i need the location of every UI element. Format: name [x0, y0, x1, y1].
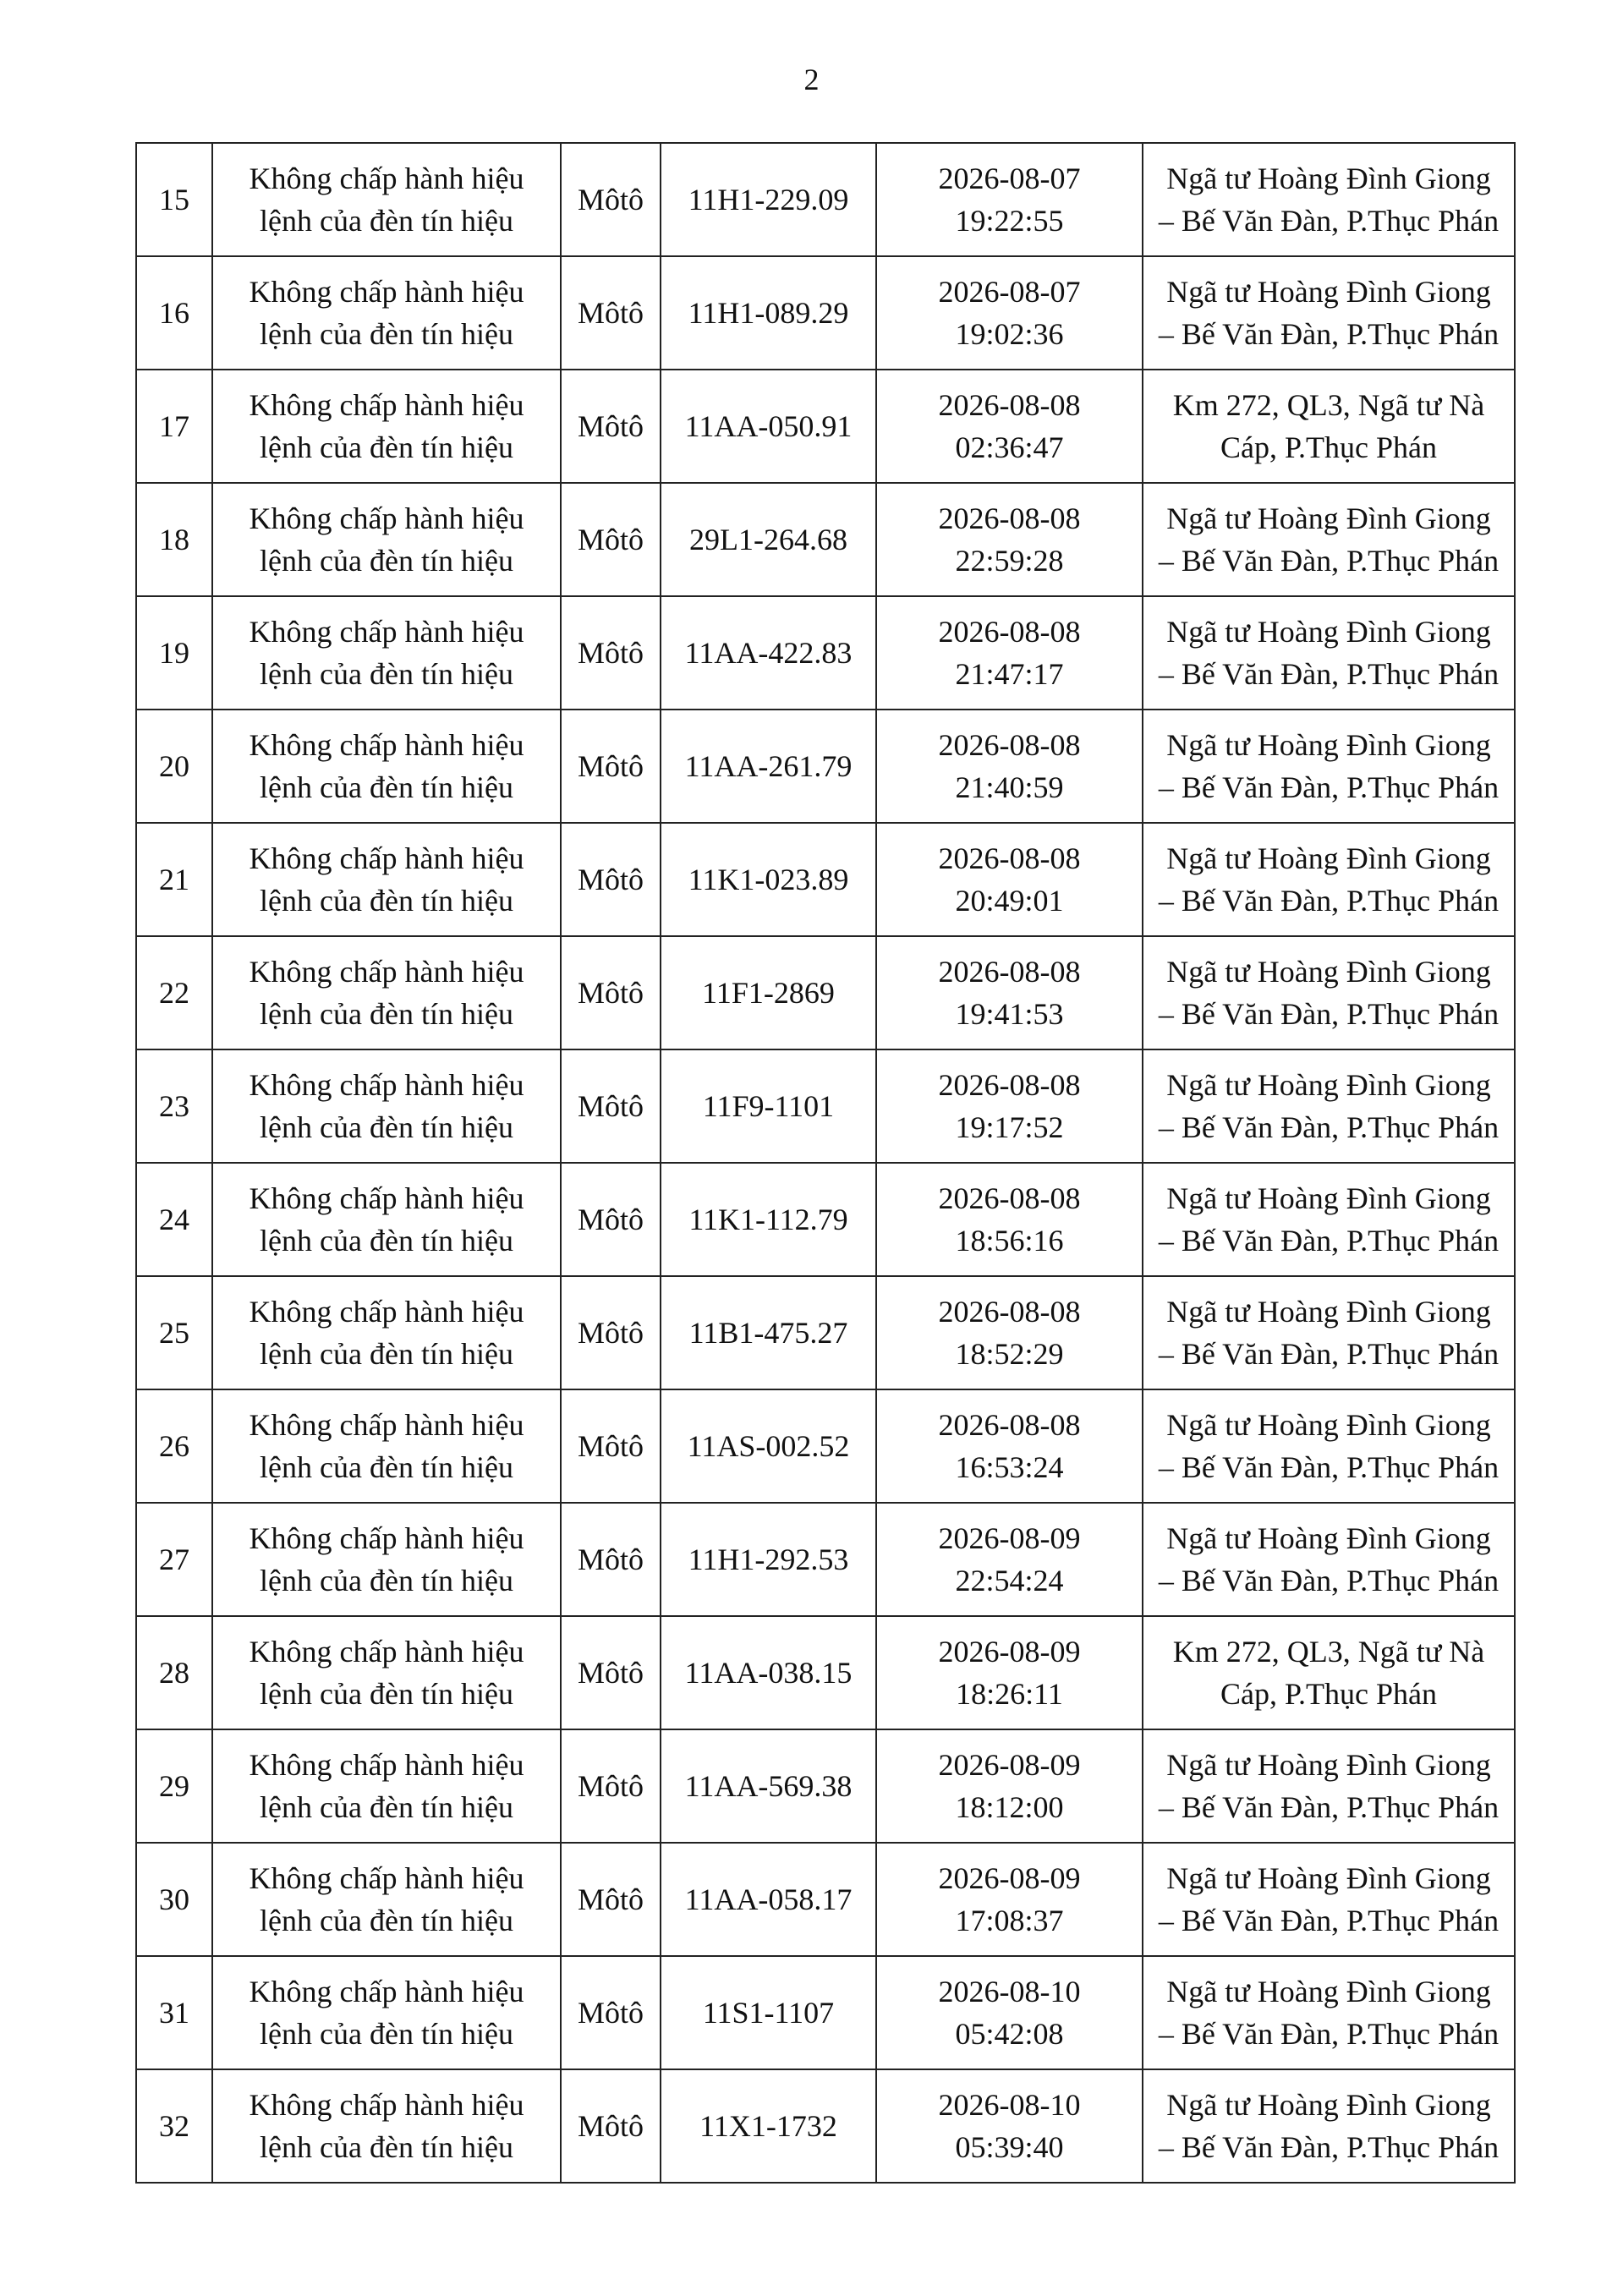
location-cell-line: Km 272, QL3, Ngã tư Nà — [1172, 1635, 1485, 1669]
location-cell-line: – Bế Văn Đàn, P.Thục Phán — [1158, 317, 1500, 351]
violation-cell-line: Không chấp hành hiệu — [249, 275, 524, 309]
license-plate-cell: 11K1-112.79 — [661, 1163, 876, 1276]
violation-cell-line: lệnh của đèn tín hiệu — [260, 1337, 513, 1371]
location-cell-line: – Bế Văn Đàn, P.Thục Phán — [1158, 1450, 1500, 1484]
violation-cell-line: Không chấp hành hiệu — [249, 162, 524, 195]
violation-cell-line: lệnh của đèn tín hiệu — [260, 1904, 513, 1937]
datetime-cell — [876, 143, 1143, 256]
vehicle-type-cell: Môtô — [561, 483, 661, 596]
row-number-cell: 15 — [136, 143, 212, 256]
table-row — [136, 823, 1515, 936]
datetime-cell — [876, 1276, 1143, 1389]
datetime-cell-line: 19:22:55 — [955, 204, 1064, 238]
datetime-cell-line: 2026-08-09 — [938, 1861, 1081, 1895]
location-cell — [1143, 936, 1515, 1049]
vehicle-type-cell: Môtô — [561, 1616, 661, 1729]
datetime-cell-line: 18:52:29 — [955, 1337, 1064, 1371]
location-cell-line: Ngã tư Hoàng Đình Giong — [1166, 1068, 1491, 1102]
location-cell-line: Ngã tư Hoàng Đình Giong — [1166, 1521, 1491, 1555]
row-number-cell: 22 — [136, 936, 212, 1049]
violation-cell-line: lệnh của đèn tín hiệu — [260, 997, 513, 1031]
datetime-cell-line: 2026-08-09 — [938, 1521, 1081, 1555]
datetime-cell — [876, 1163, 1143, 1276]
violation-cell — [212, 1049, 561, 1163]
violation-cell-line: lệnh của đèn tín hiệu — [260, 2017, 513, 2051]
table-row — [136, 1163, 1515, 1276]
violation-cell-line: Không chấp hành hiệu — [249, 1975, 524, 2008]
datetime-cell-line: 2026-08-08 — [938, 1295, 1081, 1329]
row-number-cell: 21 — [136, 823, 212, 936]
datetime-cell — [876, 710, 1143, 823]
location-cell — [1143, 1163, 1515, 1276]
vehicle-type-cell: Môtô — [561, 1843, 661, 1956]
location-cell-line: Ngã tư Hoàng Đình Giong — [1166, 955, 1491, 989]
table-row — [136, 1843, 1515, 1956]
datetime-cell-line: 2026-08-09 — [938, 1748, 1081, 1782]
row-number-cell: 28 — [136, 1616, 212, 1729]
license-plate-cell: 11S1-1107 — [661, 1956, 876, 2069]
datetime-cell-line: 2026-08-08 — [938, 841, 1081, 875]
location-cell-line: – Bế Văn Đàn, P.Thục Phán — [1158, 544, 1500, 578]
table-row — [136, 1389, 1515, 1503]
location-cell-line: – Bế Văn Đàn, P.Thục Phán — [1158, 1337, 1500, 1371]
datetime-cell — [876, 596, 1143, 710]
datetime-cell-line: 2026-08-10 — [938, 2088, 1081, 2122]
table-row — [136, 710, 1515, 823]
location-cell — [1143, 710, 1515, 823]
table-row — [136, 1276, 1515, 1389]
violation-cell — [212, 256, 561, 370]
datetime-cell-line: 05:42:08 — [955, 2017, 1064, 2051]
datetime-cell-line: 2026-08-08 — [938, 955, 1081, 989]
license-plate-cell: 11F9-1101 — [661, 1049, 876, 1163]
location-cell-line: Ngã tư Hoàng Đình Giong — [1166, 1748, 1491, 1782]
location-cell — [1143, 1389, 1515, 1503]
violation-cell-line: Không chấp hành hiệu — [249, 1068, 524, 1102]
violation-cell — [212, 1503, 561, 1616]
violation-cell — [212, 1616, 561, 1729]
vehicle-type-cell: Môtô — [561, 823, 661, 936]
location-cell-line: – Bế Văn Đàn, P.Thục Phán — [1158, 1224, 1500, 1258]
license-plate-cell: 11F1-2869 — [661, 936, 876, 1049]
row-number-cell: 30 — [136, 1843, 212, 1956]
license-plate-cell: 11X1-1732 — [661, 2069, 876, 2183]
vehicle-type-cell: Môtô — [561, 370, 661, 483]
row-number-cell: 24 — [136, 1163, 212, 1276]
datetime-cell-line: 2026-08-08 — [938, 1068, 1081, 1102]
row-number-cell: 18 — [136, 483, 212, 596]
row-number-cell: 17 — [136, 370, 212, 483]
datetime-cell-line: 2026-08-09 — [938, 1635, 1081, 1669]
datetime-cell-line: 18:56:16 — [955, 1224, 1064, 1258]
violation-cell — [212, 483, 561, 596]
datetime-cell-line: 22:59:28 — [955, 544, 1064, 578]
violation-cell-line: lệnh của đèn tín hiệu — [260, 1224, 513, 1258]
location-cell — [1143, 1729, 1515, 1843]
license-plate-cell: 11H1-089.29 — [661, 256, 876, 370]
location-cell-line: Ngã tư Hoàng Đình Giong — [1166, 1295, 1491, 1329]
violation-cell-line: Không chấp hành hiệu — [249, 955, 524, 989]
location-cell — [1143, 1049, 1515, 1163]
location-cell — [1143, 256, 1515, 370]
datetime-cell-line: 2026-08-08 — [938, 501, 1081, 535]
location-cell-line: Cáp, P.Thục Phán — [1220, 430, 1437, 464]
vehicle-type-cell: Môtô — [561, 143, 661, 256]
violation-cell — [212, 143, 561, 256]
location-cell — [1143, 596, 1515, 710]
violation-cell-line: lệnh của đèn tín hiệu — [260, 317, 513, 351]
datetime-cell-line: 2026-08-10 — [938, 1975, 1081, 2008]
violation-cell-line: Không chấp hành hiệu — [249, 1861, 524, 1895]
violation-cell-line: lệnh của đèn tín hiệu — [260, 544, 513, 578]
location-cell-line: Ngã tư Hoàng Đình Giong — [1166, 1181, 1491, 1215]
location-cell-line: Ngã tư Hoàng Đình Giong — [1166, 728, 1491, 762]
location-cell-line: – Bế Văn Đàn, P.Thục Phán — [1158, 2130, 1500, 2164]
location-cell-line: Ngã tư Hoàng Đình Giong — [1166, 1861, 1491, 1895]
row-number-cell: 25 — [136, 1276, 212, 1389]
license-plate-cell: 11K1-023.89 — [661, 823, 876, 936]
license-plate-cell: 11H1-292.53 — [661, 1503, 876, 1616]
datetime-cell — [876, 2069, 1143, 2183]
violations-table — [135, 142, 1516, 2184]
violation-cell-line: Không chấp hành hiệu — [249, 728, 524, 762]
location-cell-line: Ngã tư Hoàng Đình Giong — [1166, 162, 1491, 195]
violation-cell — [212, 710, 561, 823]
location-cell — [1143, 823, 1515, 936]
datetime-cell-line: 2026-08-08 — [938, 1181, 1081, 1215]
datetime-cell — [876, 1049, 1143, 1163]
table-row — [136, 2069, 1515, 2183]
table-row — [136, 1049, 1515, 1163]
location-cell-line: Cáp, P.Thục Phán — [1220, 1677, 1437, 1711]
violation-cell-line: Không chấp hành hiệu — [249, 501, 524, 535]
location-cell-line: Ngã tư Hoàng Đình Giong — [1166, 1408, 1491, 1442]
location-cell-line: – Bế Văn Đàn, P.Thục Phán — [1158, 1564, 1500, 1597]
datetime-cell-line: 2026-08-08 — [938, 615, 1081, 649]
datetime-cell-line: 19:02:36 — [955, 317, 1064, 351]
table-row — [136, 936, 1515, 1049]
datetime-cell-line: 2026-08-07 — [938, 162, 1081, 195]
location-cell-line: Ngã tư Hoàng Đình Giong — [1166, 501, 1491, 535]
violation-cell — [212, 596, 561, 710]
violation-cell-line: lệnh của đèn tín hiệu — [260, 1564, 513, 1597]
location-cell — [1143, 1276, 1515, 1389]
row-number-cell: 31 — [136, 1956, 212, 2069]
vehicle-type-cell: Môtô — [561, 1729, 661, 1843]
location-cell — [1143, 1616, 1515, 1729]
table-body — [136, 143, 1515, 2183]
datetime-cell — [876, 936, 1143, 1049]
datetime-cell-line: 18:26:11 — [956, 1677, 1063, 1711]
vehicle-type-cell: Môtô — [561, 596, 661, 710]
datetime-cell-line: 02:36:47 — [955, 430, 1064, 464]
location-cell — [1143, 370, 1515, 483]
datetime-cell — [876, 483, 1143, 596]
table-row — [136, 596, 1515, 710]
violation-cell-line: lệnh của đèn tín hiệu — [260, 770, 513, 804]
violation-cell-line: Không chấp hành hiệu — [249, 615, 524, 649]
vehicle-type-cell: Môtô — [561, 1503, 661, 1616]
violation-cell-line: Không chấp hành hiệu — [249, 1408, 524, 1442]
datetime-cell-line: 21:40:59 — [955, 770, 1064, 804]
datetime-cell-line: 2026-08-07 — [938, 275, 1081, 309]
datetime-cell — [876, 256, 1143, 370]
violation-cell-line: lệnh của đèn tín hiệu — [260, 657, 513, 691]
license-plate-cell: 11H1-229.09 — [661, 143, 876, 256]
datetime-cell-line: 2026-08-08 — [938, 1408, 1081, 1442]
violation-cell-line: lệnh của đèn tín hiệu — [260, 1450, 513, 1484]
violation-cell — [212, 370, 561, 483]
table-row — [136, 1616, 1515, 1729]
row-number-cell: 19 — [136, 596, 212, 710]
location-cell — [1143, 1956, 1515, 2069]
license-plate-cell: 11AA-038.15 — [661, 1616, 876, 1729]
datetime-cell-line: 19:41:53 — [955, 997, 1064, 1031]
license-plate-cell: 11AA-050.91 — [661, 370, 876, 483]
location-cell-line: – Bế Văn Đàn, P.Thục Phán — [1158, 770, 1500, 804]
page-number: 2 — [803, 63, 820, 96]
row-number-cell: 32 — [136, 2069, 212, 2183]
row-number-cell: 29 — [136, 1729, 212, 1843]
datetime-cell — [876, 1729, 1143, 1843]
violation-cell-line: Không chấp hành hiệu — [249, 2088, 524, 2122]
datetime-cell — [876, 1956, 1143, 2069]
table-row — [136, 1503, 1515, 1616]
violation-cell — [212, 1729, 561, 1843]
violation-cell-line: lệnh của đèn tín hiệu — [260, 1677, 513, 1711]
violation-cell-line: Không chấp hành hiệu — [249, 1748, 524, 1782]
license-plate-cell: 11AA-569.38 — [661, 1729, 876, 1843]
vehicle-type-cell: Môtô — [561, 710, 661, 823]
table-row — [136, 1956, 1515, 2069]
violation-cell-line: lệnh của đèn tín hiệu — [260, 1790, 513, 1824]
location-cell-line: – Bế Văn Đàn, P.Thục Phán — [1158, 204, 1500, 238]
table-row — [136, 143, 1515, 256]
datetime-cell — [876, 1503, 1143, 1616]
datetime-cell-line: 22:54:24 — [955, 1564, 1064, 1597]
vehicle-type-cell: Môtô — [561, 1049, 661, 1163]
violation-cell — [212, 1389, 561, 1503]
vehicle-type-cell: Môtô — [561, 1389, 661, 1503]
datetime-cell — [876, 370, 1143, 483]
datetime-cell-line: 20:49:01 — [955, 884, 1064, 918]
license-plate-cell: 11AA-422.83 — [661, 596, 876, 710]
license-plate-cell: 11B1-475.27 — [661, 1276, 876, 1389]
datetime-cell-line: 2026-08-08 — [938, 728, 1081, 762]
violation-cell — [212, 1163, 561, 1276]
violation-cell — [212, 1843, 561, 1956]
row-number-cell: 16 — [136, 256, 212, 370]
violation-cell-line: Không chấp hành hiệu — [249, 1181, 524, 1215]
violation-cell-line: Không chấp hành hiệu — [249, 1295, 524, 1329]
license-plate-cell: 11AA-058.17 — [661, 1843, 876, 1956]
license-plate-cell: 11AA-261.79 — [661, 710, 876, 823]
violation-cell — [212, 1276, 561, 1389]
table-row — [136, 370, 1515, 483]
location-cell-line: – Bế Văn Đàn, P.Thục Phán — [1158, 997, 1500, 1031]
violation-cell-line: Không chấp hành hiệu — [249, 1521, 524, 1555]
location-cell-line: Ngã tư Hoàng Đình Giong — [1166, 1975, 1491, 2008]
vehicle-type-cell: Môtô — [561, 1276, 661, 1389]
violation-cell — [212, 2069, 561, 2183]
vehicle-type-cell: Môtô — [561, 2069, 661, 2183]
table-row — [136, 483, 1515, 596]
datetime-cell-line: 19:17:52 — [955, 1110, 1064, 1144]
violation-cell-line: lệnh của đèn tín hiệu — [260, 1110, 513, 1144]
row-number-cell: 23 — [136, 1049, 212, 1163]
location-cell-line: – Bế Văn Đàn, P.Thục Phán — [1158, 1904, 1500, 1937]
vehicle-type-cell: Môtô — [561, 1956, 661, 2069]
location-cell-line: Km 272, QL3, Ngã tư Nà — [1172, 388, 1485, 422]
violation-cell-line: lệnh của đèn tín hiệu — [260, 204, 513, 238]
violation-cell — [212, 823, 561, 936]
vehicle-type-cell: Môtô — [561, 1163, 661, 1276]
location-cell-line: – Bế Văn Đàn, P.Thục Phán — [1158, 2017, 1500, 2051]
datetime-cell-line: 16:53:24 — [955, 1450, 1064, 1484]
location-cell-line: Ngã tư Hoàng Đình Giong — [1166, 841, 1491, 875]
datetime-cell-line: 21:47:17 — [955, 657, 1064, 691]
datetime-cell-line: 2026-08-08 — [938, 388, 1081, 422]
location-cell-line: Ngã tư Hoàng Đình Giong — [1166, 2088, 1491, 2122]
violation-cell — [212, 936, 561, 1049]
violation-cell-line: Không chấp hành hiệu — [249, 388, 524, 422]
table-row — [136, 1729, 1515, 1843]
location-cell-line: – Bế Văn Đàn, P.Thục Phán — [1158, 1110, 1500, 1144]
location-cell — [1143, 2069, 1515, 2183]
violation-cell-line: lệnh của đèn tín hiệu — [260, 884, 513, 918]
location-cell — [1143, 143, 1515, 256]
row-number-cell: 20 — [136, 710, 212, 823]
location-cell — [1143, 1503, 1515, 1616]
violation-cell-line: Không chấp hành hiệu — [249, 841, 524, 875]
license-plate-cell: 29L1-264.68 — [661, 483, 876, 596]
location-cell-line: – Bế Văn Đàn, P.Thục Phán — [1158, 657, 1500, 691]
datetime-cell — [876, 1843, 1143, 1956]
datetime-cell — [876, 823, 1143, 936]
datetime-cell-line: 18:12:00 — [955, 1790, 1064, 1824]
license-plate-cell: 11AS-002.52 — [661, 1389, 876, 1503]
row-number-cell: 26 — [136, 1389, 212, 1503]
location-cell — [1143, 1843, 1515, 1956]
vehicle-type-cell: Môtô — [561, 936, 661, 1049]
datetime-cell-line: 17:08:37 — [955, 1904, 1064, 1937]
violation-cell-line: Không chấp hành hiệu — [249, 1635, 524, 1669]
violation-cell-line: lệnh của đèn tín hiệu — [260, 430, 513, 464]
vehicle-type-cell: Môtô — [561, 256, 661, 370]
datetime-cell — [876, 1389, 1143, 1503]
violation-cell-line: lệnh của đèn tín hiệu — [260, 2130, 513, 2164]
violation-cell — [212, 1956, 561, 2069]
table-row — [136, 256, 1515, 370]
location-cell-line: Ngã tư Hoàng Đình Giong — [1166, 275, 1491, 309]
datetime-cell-line: 05:39:40 — [955, 2130, 1064, 2164]
location-cell — [1143, 483, 1515, 596]
row-number-cell: 27 — [136, 1503, 212, 1616]
datetime-cell — [876, 1616, 1143, 1729]
location-cell-line: – Bế Văn Đàn, P.Thục Phán — [1158, 1790, 1500, 1824]
location-cell-line: Ngã tư Hoàng Đình Giong — [1166, 615, 1491, 649]
location-cell-line: – Bế Văn Đàn, P.Thục Phán — [1158, 884, 1500, 918]
